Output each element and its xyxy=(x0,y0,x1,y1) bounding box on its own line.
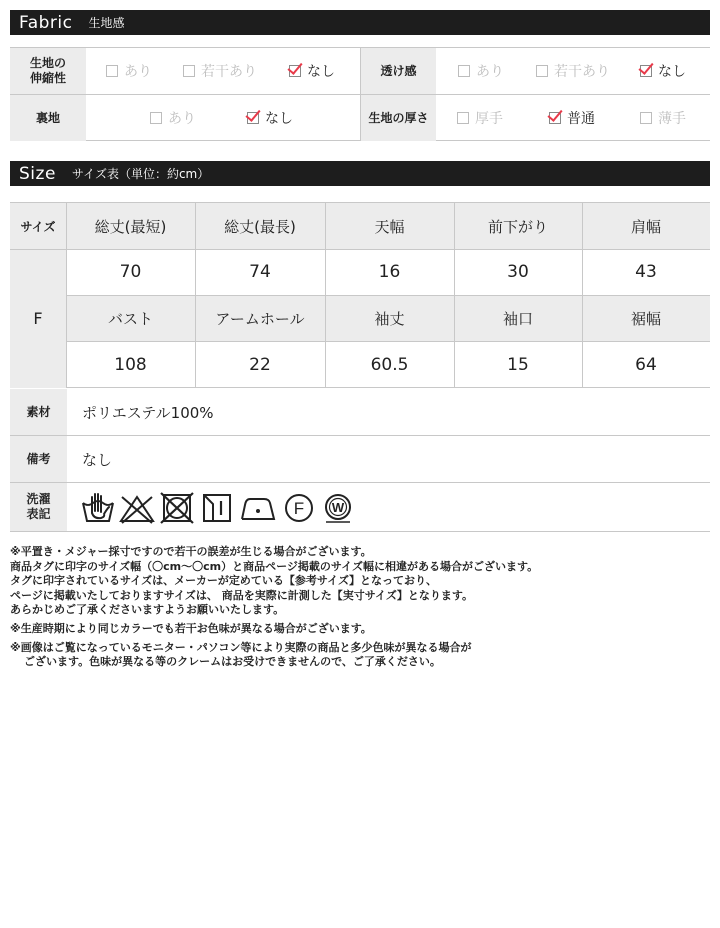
remarks-value: なし xyxy=(82,450,113,469)
thickness-option-thin: 薄手 xyxy=(640,95,686,141)
grid-line xyxy=(66,203,67,388)
check-mark-icon xyxy=(287,59,302,75)
size-cell: 22 xyxy=(249,354,271,375)
care-label: 洗濯 表記 xyxy=(10,483,67,531)
checkbox xyxy=(183,65,195,77)
hand-wash-icon xyxy=(80,491,116,525)
grid-line xyxy=(195,203,196,388)
col-header: 総丈(最短) xyxy=(94,217,167,236)
note-line: ※画像はご覧になっているモニター・パソコン等により実際の商品と多少色味が異なる場合が xyxy=(10,640,472,654)
size-cell: 30 xyxy=(507,262,529,282)
size-label: サイズ xyxy=(10,203,66,249)
remarks-row xyxy=(10,436,710,483)
thickness-option-thick: 厚手 xyxy=(457,95,503,141)
low-iron-icon xyxy=(238,491,278,525)
material-value: ポリエステル100% xyxy=(82,403,214,422)
care-symbols xyxy=(80,490,356,526)
note-line: ※生産時期により同じカラーでも若干お色味が異なる場合がございます。 xyxy=(10,621,372,635)
sheerness-label: 透け感 xyxy=(361,48,436,94)
fabric-row xyxy=(10,48,710,95)
col-header: 天幅 xyxy=(374,217,405,236)
checkbox-checked xyxy=(640,65,652,77)
fabric-row xyxy=(10,95,710,141)
checkbox xyxy=(458,65,470,77)
fabric-table xyxy=(10,47,710,141)
no-bleach-icon xyxy=(118,491,156,525)
size-subtitle: サイズ表（単位：約cm） xyxy=(71,167,210,181)
col-header: 肩幅 xyxy=(630,217,661,236)
size-cell: 108 xyxy=(114,354,147,375)
material-label: 素材 xyxy=(10,389,67,435)
no-tumble-dry-icon xyxy=(158,491,196,525)
lining-option-yes: あり xyxy=(150,95,196,141)
note-line: ページに掲載いたしておりますサイズは、 商品を実際に計測した【実寸サイズ】となります。 xyxy=(10,588,473,602)
stretch-option-slight: 若干あり xyxy=(183,48,257,94)
checkbox xyxy=(640,112,652,124)
checkbox xyxy=(150,112,162,124)
notes-block xyxy=(10,545,710,670)
stretch-label: 生地の 伸縮性 xyxy=(10,48,86,94)
size-table xyxy=(10,202,710,388)
lining-option-no: なし xyxy=(247,95,293,141)
fabric-header-bar xyxy=(10,10,710,35)
sheerness-option-no: なし xyxy=(640,48,686,94)
note-line: タグに印字されているサイズは、メーカーが定めている【参考サイズ】となっており、 xyxy=(10,574,438,588)
size-cell: 70 xyxy=(119,262,142,282)
note-line: あらかじめご了承くださいますようお願いいたします。 xyxy=(10,603,285,617)
sheerness-option-slight: 若干あり xyxy=(536,48,610,94)
grid-line xyxy=(66,341,710,342)
size-cell: 16 xyxy=(378,262,401,282)
line-dry-shade-icon xyxy=(200,491,234,525)
dry-clean-f-icon xyxy=(282,491,316,525)
size-value: F xyxy=(10,249,66,388)
col-header: 裾幅 xyxy=(630,309,661,328)
lining-label: 裏地 xyxy=(10,95,86,141)
check-mark-icon xyxy=(547,106,562,122)
grid-line xyxy=(66,295,710,296)
col-header: 総丈(最長) xyxy=(224,217,296,236)
check-mark-icon xyxy=(245,106,260,122)
thickness-option-normal: 普通 xyxy=(549,95,595,141)
note-line: ございます。色味が異なる等のクレームはお受けできませんので、ご了承ください。 xyxy=(24,655,441,669)
size-title: Size xyxy=(19,163,56,184)
size-cell: 15 xyxy=(507,354,529,375)
checkbox xyxy=(536,65,548,77)
col-header: 袖口 xyxy=(502,309,533,328)
fabric-subtitle: 生地感 xyxy=(88,16,125,30)
stretch-option-no: なし xyxy=(289,48,335,94)
grid-line xyxy=(325,203,326,388)
checkbox xyxy=(106,65,118,77)
note-line: 商品タグに印字のサイズ幅（〇cm〜〇cm）と商品ページ掲載のサイズ幅に相違がある場合がございます。 xyxy=(10,559,539,573)
remarks-label: 備考 xyxy=(10,436,67,482)
wet-clean-letter: W xyxy=(331,500,345,515)
dry-clean-letter: F xyxy=(293,499,305,518)
sheerness-option-yes: あり xyxy=(458,48,504,94)
checkbox-checked xyxy=(549,112,561,124)
checkbox-checked xyxy=(289,65,301,77)
thickness-label: 生地の厚さ xyxy=(361,95,436,141)
col-header: 前下がり xyxy=(487,217,548,236)
stretch-option-yes: あり xyxy=(106,48,152,94)
grid-line xyxy=(10,249,710,250)
note-line: ※平置き・メジャー採寸ですので若干の誤差が生じる場合がございます。 xyxy=(10,545,372,558)
size-header-bar xyxy=(10,161,710,186)
col-header: バスト xyxy=(107,309,153,328)
size-cell: 60.5 xyxy=(370,354,409,375)
size-cell: 43 xyxy=(635,262,657,282)
checkbox xyxy=(457,112,469,124)
size-cell: 64 xyxy=(635,354,657,375)
material-row xyxy=(10,389,710,436)
wet-clean-w-icon xyxy=(320,491,356,525)
size-cell: 74 xyxy=(249,262,271,282)
check-mark-icon xyxy=(638,59,653,75)
col-header: アームホール xyxy=(215,309,305,328)
grid-line xyxy=(582,203,583,388)
fabric-title: Fabric xyxy=(19,12,73,33)
grid-line xyxy=(454,203,455,388)
checkbox-checked xyxy=(247,112,259,124)
col-header: 袖丈 xyxy=(374,309,405,328)
